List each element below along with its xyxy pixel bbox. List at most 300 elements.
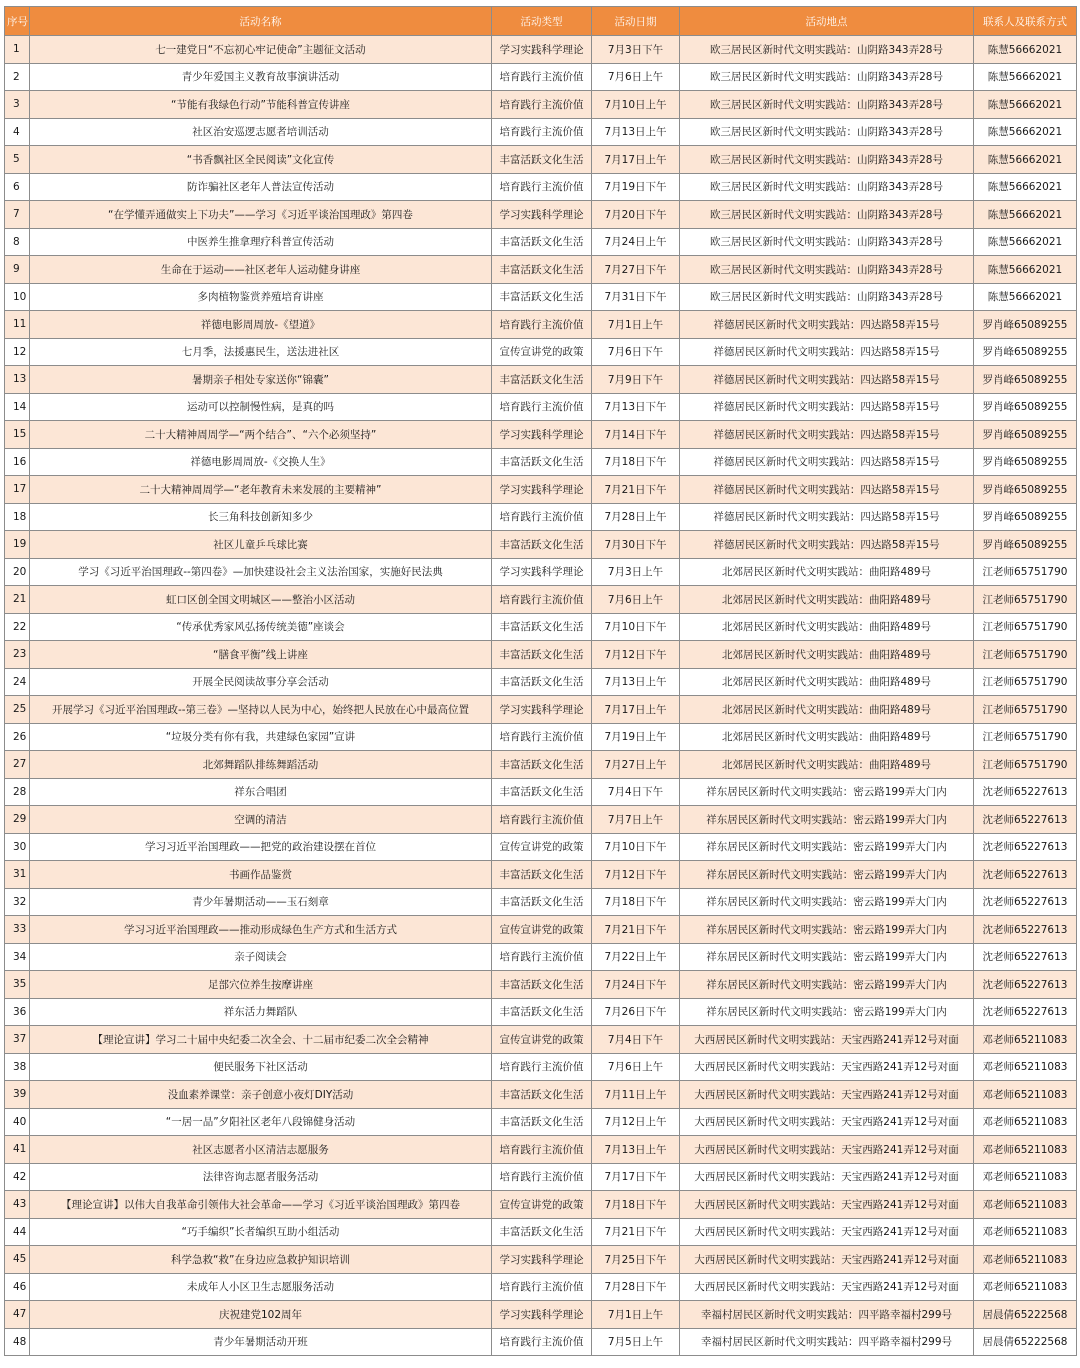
- row-index: 32: [5, 888, 30, 916]
- contact: 沈老师65227613: [974, 806, 1077, 834]
- row-index: 48: [5, 1328, 30, 1356]
- activity-date: 7月10日下午: [592, 833, 680, 861]
- activity-location: 欧三居民区新时代文明实践站：山阴路343弄28号: [680, 63, 974, 91]
- activity-location: 大西居民区新时代文明实践站：天宝西路241弄12号对面: [680, 1136, 974, 1164]
- table-row: [5, 613, 1077, 641]
- table-row: [5, 1328, 1077, 1356]
- row-index: 29: [5, 806, 30, 834]
- activity-date: 7月7日上午: [592, 806, 680, 834]
- activity-name: 开展学习《习近平治国理政--第三卷》—坚持以人民为中心，始终把人民放在心中最高位置: [30, 696, 492, 724]
- activity-type: 丰富活跃文化生活: [492, 146, 592, 174]
- contact: 居晨倩65222568: [974, 1328, 1077, 1356]
- activity-location: 大西居民区新时代文明实践站：天宝西路241弄12号对面: [680, 1081, 974, 1109]
- row-index: 3: [5, 91, 30, 119]
- activity-date: 7月25日下午: [592, 1246, 680, 1274]
- table-row: [5, 63, 1077, 91]
- activity-type: 丰富活跃文化生活: [492, 1108, 592, 1136]
- activity-name: 二十大精神周周学—“老年教育未来发展的主要精神”: [30, 476, 492, 504]
- activity-type: 学习实践科学理论: [492, 476, 592, 504]
- row-index: 8: [5, 228, 30, 256]
- activity-name: “膳食平衡”线上讲座: [30, 641, 492, 669]
- activity-name: 祥德电影周周放-《交换人生》: [30, 448, 492, 476]
- activity-date: 7月13日上午: [592, 668, 680, 696]
- table-row: [5, 146, 1077, 174]
- contact: 邓老师65211083: [974, 1108, 1077, 1136]
- activity-location: 祥东居民区新时代文明实践站：密云路199弄大门内: [680, 778, 974, 806]
- activity-name: 学习习近平治国理政——推动形成绿色生产方式和生活方式: [30, 916, 492, 944]
- activity-name: 祥德电影周周放-《望道》: [30, 311, 492, 339]
- contact: 罗肖峰65089255: [974, 531, 1077, 559]
- table-row: [5, 641, 1077, 669]
- activity-date: 7月6日上午: [592, 63, 680, 91]
- activity-name: 长三角科技创新知多少: [30, 503, 492, 531]
- row-index: 16: [5, 448, 30, 476]
- table-row: [5, 256, 1077, 284]
- row-index: 4: [5, 118, 30, 146]
- activity-type: 培育践行主流价值: [492, 1328, 592, 1356]
- row-index: 31: [5, 861, 30, 889]
- table-row: [5, 723, 1077, 751]
- activity-location: 祥东居民区新时代文明实践站：密云路199弄大门内: [680, 861, 974, 889]
- activity-type: 丰富活跃文化生活: [492, 366, 592, 394]
- activity-location: 祥东居民区新时代文明实践站：密云路199弄大门内: [680, 806, 974, 834]
- activity-name: 足部穴位养生按摩讲座: [30, 971, 492, 999]
- activity-type: 丰富活跃文化生活: [492, 668, 592, 696]
- activity-type: 丰富活跃文化生活: [492, 448, 592, 476]
- contact: 邓老师65211083: [974, 1081, 1077, 1109]
- row-index: 34: [5, 943, 30, 971]
- activity-date: 7月10日上午: [592, 91, 680, 119]
- row-index: 38: [5, 1053, 30, 1081]
- activity-type: 培育践行主流价值: [492, 586, 592, 614]
- contact: 罗肖峰65089255: [974, 476, 1077, 504]
- contact: 邓老师65211083: [974, 1246, 1077, 1274]
- activity-location: 祥德居民区新时代文明实践站：四达路58弄15号: [680, 366, 974, 394]
- table-row: [5, 36, 1077, 64]
- table-row: [5, 998, 1077, 1026]
- activity-type: 学习实践科学理论: [492, 1246, 592, 1274]
- activity-type: 培育践行主流价值: [492, 1273, 592, 1301]
- activity-location: 祥德居民区新时代文明实践站：四达路58弄15号: [680, 503, 974, 531]
- row-index: 27: [5, 751, 30, 779]
- contact: 邓老师65211083: [974, 1191, 1077, 1219]
- activity-date: 7月21日下午: [592, 1218, 680, 1246]
- activity-name: 祥东活力舞蹈队: [30, 998, 492, 1026]
- activity-location: 北郊居民区新时代文明实践站：曲阳路489号: [680, 613, 974, 641]
- activity-date: 7月26日下午: [592, 998, 680, 1026]
- activity-date: 7月13日下午: [592, 393, 680, 421]
- activity-type: 学习实践科学理论: [492, 558, 592, 586]
- activity-date: 7月9日下午: [592, 366, 680, 394]
- activity-type: 丰富活跃文化生活: [492, 971, 592, 999]
- activity-name: “一居一品”夕阳社区老年八段锦健身活动: [30, 1108, 492, 1136]
- activity-date: 7月17日上午: [592, 146, 680, 174]
- activity-name: 社区志愿者小区清洁志愿服务: [30, 1136, 492, 1164]
- row-index: 25: [5, 696, 30, 724]
- table-row: [5, 833, 1077, 861]
- activity-date: 7月19日上午: [592, 723, 680, 751]
- row-index: 35: [5, 971, 30, 999]
- activity-location: 祥德居民区新时代文明实践站：四达路58弄15号: [680, 338, 974, 366]
- table-row: [5, 1301, 1077, 1329]
- activity-name: 便民服务下社区活动: [30, 1053, 492, 1081]
- table-row: [5, 1191, 1077, 1219]
- table-row: [5, 1163, 1077, 1191]
- activity-type: 丰富活跃文化生活: [492, 751, 592, 779]
- activity-name: 空调的清洁: [30, 806, 492, 834]
- activity-type: 培育践行主流价值: [492, 173, 592, 201]
- activity-name: “垃圾分类有你有我，共建绿色家园”宣讲: [30, 723, 492, 751]
- contact: 陈慧56662021: [974, 36, 1077, 64]
- row-index: 15: [5, 421, 30, 449]
- table-row: [5, 393, 1077, 421]
- contact: 罗肖峰65089255: [974, 421, 1077, 449]
- table-row: [5, 118, 1077, 146]
- activity-name: 北郊舞蹈队排练舞蹈活动: [30, 751, 492, 779]
- activity-schedule: [4, 6, 1076, 1356]
- activity-type: 培育践行主流价值: [492, 1136, 592, 1164]
- table-row: [5, 696, 1077, 724]
- row-index: 43: [5, 1191, 30, 1219]
- contact: 沈老师65227613: [974, 916, 1077, 944]
- header-activity-date: 活动日期: [592, 7, 680, 36]
- activity-name: 青少年暑期活动——玉石刻章: [30, 888, 492, 916]
- activity-location: 祥东居民区新时代文明实践站：密云路199弄大门内: [680, 971, 974, 999]
- contact: 邓老师65211083: [974, 1136, 1077, 1164]
- activity-name: 七一建党日“不忘初心牢记使命”主题征文活动: [30, 36, 492, 64]
- activity-location: 北郊居民区新时代文明实践站：曲阳路489号: [680, 586, 974, 614]
- table-row: [5, 806, 1077, 834]
- activity-type: 宣传宣讲党的政策: [492, 1026, 592, 1054]
- activity-date: 7月28日上午: [592, 503, 680, 531]
- activity-type: 学习实践科学理论: [492, 696, 592, 724]
- contact: 江老师65751790: [974, 668, 1077, 696]
- table-row: [5, 1053, 1077, 1081]
- row-index: 6: [5, 173, 30, 201]
- activity-type: 培育践行主流价值: [492, 503, 592, 531]
- row-index: 39: [5, 1081, 30, 1109]
- activity-name: 防诈骗社区老年人普法宣传活动: [30, 173, 492, 201]
- activity-type: 培育践行主流价值: [492, 63, 592, 91]
- header-activity-name: 活动名称: [30, 7, 492, 36]
- activity-name: 书画作品鉴赏: [30, 861, 492, 889]
- activity-name: 青少年暑期活动开班: [30, 1328, 492, 1356]
- table-row: [5, 476, 1077, 504]
- activity-name: 庆祝建党102周年: [30, 1301, 492, 1329]
- activity-location: 欧三居民区新时代文明实践站：山阴路343弄28号: [680, 36, 974, 64]
- activity-date: 7月18日下午: [592, 448, 680, 476]
- activity-date: 7月12日上午: [592, 1108, 680, 1136]
- row-index: 36: [5, 998, 30, 1026]
- activity-type: 培育践行主流价值: [492, 393, 592, 421]
- table-body: [5, 36, 1077, 1356]
- activity-name: 多肉植物鉴赏养殖培育讲座: [30, 283, 492, 311]
- activity-type: 学习实践科学理论: [492, 36, 592, 64]
- activity-name: 七月季，法援惠民生，送法进社区: [30, 338, 492, 366]
- activity-type: 丰富活跃文化生活: [492, 778, 592, 806]
- activity-date: 7月4日下午: [592, 778, 680, 806]
- activity-name: 社区治安巡逻志愿者培训活动: [30, 118, 492, 146]
- contact: 沈老师65227613: [974, 888, 1077, 916]
- activity-date: 7月17日上午: [592, 696, 680, 724]
- activity-type: 丰富活跃文化生活: [492, 613, 592, 641]
- activity-name: “书香飘社区全民阅读”文化宣传: [30, 146, 492, 174]
- activity-location: 大西居民区新时代文明实践站：天宝西路241弄12号对面: [680, 1163, 974, 1191]
- activity-name: 科学急救“救”在身边应急救护知识培训: [30, 1246, 492, 1274]
- activity-location: 欧三居民区新时代文明实践站：山阴路343弄28号: [680, 91, 974, 119]
- table-row: [5, 778, 1077, 806]
- activity-date: 7月10日下午: [592, 613, 680, 641]
- row-index: 23: [5, 641, 30, 669]
- activity-date: 7月17日下午: [592, 1163, 680, 1191]
- contact: 邓老师65211083: [974, 1218, 1077, 1246]
- activity-type: 丰富活跃文化生活: [492, 256, 592, 284]
- contact: 陈慧56662021: [974, 228, 1077, 256]
- table-row: [5, 531, 1077, 559]
- activity-date: 7月4日下午: [592, 1026, 680, 1054]
- row-index: 46: [5, 1273, 30, 1301]
- activity-location: 欧三居民区新时代文明实践站：山阴路343弄28号: [680, 146, 974, 174]
- contact: 陈慧56662021: [974, 173, 1077, 201]
- row-index: 47: [5, 1301, 30, 1329]
- activity-location: 欧三居民区新时代文明实践站：山阴路343弄28号: [680, 228, 974, 256]
- contact: 陈慧56662021: [974, 256, 1077, 284]
- activity-date: 7月14日下午: [592, 421, 680, 449]
- activity-date: 7月21日下午: [592, 916, 680, 944]
- row-index: 18: [5, 503, 30, 531]
- activity-location: 祥德居民区新时代文明实践站：四达路58弄15号: [680, 393, 974, 421]
- activity-type: 丰富活跃文化生活: [492, 641, 592, 669]
- activity-date: 7月24日上午: [592, 228, 680, 256]
- activity-name: 中医养生推拿理疗科普宣传活动: [30, 228, 492, 256]
- table-row: [5, 201, 1077, 229]
- table-row: [5, 1081, 1077, 1109]
- activity-location: 大西居民区新时代文明实践站：天宝西路241弄12号对面: [680, 1191, 974, 1219]
- activity-location: 大西居民区新时代文明实践站：天宝西路241弄12号对面: [680, 1026, 974, 1054]
- activity-type: 丰富活跃文化生活: [492, 531, 592, 559]
- row-index: 9: [5, 256, 30, 284]
- contact: 陈慧56662021: [974, 91, 1077, 119]
- contact: 邓老师65211083: [974, 1273, 1077, 1301]
- table-row: [5, 916, 1077, 944]
- table-row: [5, 1026, 1077, 1054]
- contact: 江老师65751790: [974, 558, 1077, 586]
- activity-name: 青少年爱国主义教育故事演讲活动: [30, 63, 492, 91]
- activity-name: “节能有我绿色行动”节能科普宣传讲座: [30, 91, 492, 119]
- row-index: 21: [5, 586, 30, 614]
- activity-location: 大西居民区新时代文明实践站：天宝西路241弄12号对面: [680, 1218, 974, 1246]
- activity-date: 7月12日下午: [592, 861, 680, 889]
- row-index: 22: [5, 613, 30, 641]
- contact: 陈慧56662021: [974, 118, 1077, 146]
- row-index: 20: [5, 558, 30, 586]
- activity-type: 培育践行主流价值: [492, 311, 592, 339]
- table-row: [5, 1136, 1077, 1164]
- header-index: 序号: [5, 7, 30, 36]
- activity-date: 7月27日下午: [592, 256, 680, 284]
- activity-location: 欧三居民区新时代文明实践站：山阴路343弄28号: [680, 256, 974, 284]
- table-row: [5, 91, 1077, 119]
- activity-location: 北郊居民区新时代文明实践站：曲阳路489号: [680, 641, 974, 669]
- activity-name: 虹口区创全国文明城区——整治小区活动: [30, 586, 492, 614]
- table-row: [5, 861, 1077, 889]
- activity-type: 培育践行主流价值: [492, 1053, 592, 1081]
- activity-type: 宣传宣讲党的政策: [492, 916, 592, 944]
- table-row: [5, 421, 1077, 449]
- activity-date: 7月13日上午: [592, 118, 680, 146]
- activity-date: 7月20日下午: [592, 201, 680, 229]
- contact: 沈老师65227613: [974, 971, 1077, 999]
- row-index: 28: [5, 778, 30, 806]
- activity-type: 宣传宣讲党的政策: [492, 338, 592, 366]
- activity-location: 大西居民区新时代文明实践站：天宝西路241弄12号对面: [680, 1108, 974, 1136]
- contact: 陈慧56662021: [974, 201, 1077, 229]
- table-row: [5, 503, 1077, 531]
- activity-location: 欧三居民区新时代文明实践站：山阴路343弄28号: [680, 118, 974, 146]
- activity-date: 7月30日下午: [592, 531, 680, 559]
- activity-type: 丰富活跃文化生活: [492, 283, 592, 311]
- activity-location: 祥德居民区新时代文明实践站：四达路58弄15号: [680, 476, 974, 504]
- contact: 江老师65751790: [974, 751, 1077, 779]
- activity-date: 7月1日上午: [592, 311, 680, 339]
- activity-name: 法律咨询志愿者服务活动: [30, 1163, 492, 1191]
- activity-location: 祥东居民区新时代文明实践站：密云路199弄大门内: [680, 888, 974, 916]
- activity-name: 二十大精神周周学—“两个结合”、“六个必须坚持”: [30, 421, 492, 449]
- activity-name: “传承优秀家风弘扬传统美德”座谈会: [30, 613, 492, 641]
- activity-date: 7月11日上午: [592, 1081, 680, 1109]
- activity-location: 祥东居民区新时代文明实践站：密云路199弄大门内: [680, 943, 974, 971]
- table-header-row: [5, 7, 1077, 36]
- activity-date: 7月28日下午: [592, 1273, 680, 1301]
- activity-location: 欧三居民区新时代文明实践站：山阴路343弄28号: [680, 283, 974, 311]
- row-index: 17: [5, 476, 30, 504]
- contact: 沈老师65227613: [974, 943, 1077, 971]
- activity-date: 7月12日下午: [592, 641, 680, 669]
- table-row: [5, 448, 1077, 476]
- activity-location: 幸福村居民区新时代文明实践站：四平路幸福村299号: [680, 1328, 974, 1356]
- contact: 罗肖峰65089255: [974, 393, 1077, 421]
- activity-location: 大西居民区新时代文明实践站：天宝西路241弄12号对面: [680, 1273, 974, 1301]
- activity-location: 祥德居民区新时代文明实践站：四达路58弄15号: [680, 448, 974, 476]
- table-row: [5, 558, 1077, 586]
- row-index: 24: [5, 668, 30, 696]
- table-row: [5, 1108, 1077, 1136]
- activity-location: 北郊居民区新时代文明实践站：曲阳路489号: [680, 696, 974, 724]
- activity-type: 培育践行主流价值: [492, 118, 592, 146]
- activity-name: 没血素养课堂：亲子创意小夜灯DIY活动: [30, 1081, 492, 1109]
- activity-location: 祥东居民区新时代文明实践站：密云路199弄大门内: [680, 998, 974, 1026]
- activity-name: 社区儿童乒乓球比赛: [30, 531, 492, 559]
- activity-type: 丰富活跃文化生活: [492, 888, 592, 916]
- table-row: [5, 943, 1077, 971]
- header-contact: 联系人及联系方式: [974, 7, 1077, 36]
- row-index: 30: [5, 833, 30, 861]
- row-index: 19: [5, 531, 30, 559]
- activity-type: 丰富活跃文化生活: [492, 1218, 592, 1246]
- table-row: [5, 173, 1077, 201]
- activity-location: 北郊居民区新时代文明实践站：曲阳路489号: [680, 751, 974, 779]
- activity-date: 7月1日上午: [592, 1301, 680, 1329]
- activity-name: 暑期亲子相处专家送你“锦囊”: [30, 366, 492, 394]
- contact: 江老师65751790: [974, 641, 1077, 669]
- contact: 罗肖峰65089255: [974, 503, 1077, 531]
- activity-name: 亲子阅读会: [30, 943, 492, 971]
- activity-location: 大西居民区新时代文明实践站：天宝西路241弄12号对面: [680, 1246, 974, 1274]
- activity-date: 7月19日下午: [592, 173, 680, 201]
- activity-date: 7月27日上午: [592, 751, 680, 779]
- activity-name: 未成年人小区卫生志愿服务活动: [30, 1273, 492, 1301]
- activity-location: 北郊居民区新时代文明实践站：曲阳路489号: [680, 723, 974, 751]
- row-index: 7: [5, 201, 30, 229]
- activity-name: 学习《习近平治国理政--第四卷》—加快建设社会主义法治国家，实施好民法典: [30, 558, 492, 586]
- activity-name: “在学懂弄通做实上下功夫”——学习《习近平谈治国理政》第四卷: [30, 201, 492, 229]
- table-row: [5, 971, 1077, 999]
- contact: 陈慧56662021: [974, 283, 1077, 311]
- activity-date: 7月3日上午: [592, 558, 680, 586]
- table-row: [5, 1246, 1077, 1274]
- activity-date: 7月3日下午: [592, 36, 680, 64]
- activity-date: 7月31日下午: [592, 283, 680, 311]
- contact: 沈老师65227613: [974, 778, 1077, 806]
- activity-type: 丰富活跃文化生活: [492, 998, 592, 1026]
- activity-date: 7月18日下午: [592, 888, 680, 916]
- activity-table: [4, 6, 1077, 1356]
- table-row: [5, 586, 1077, 614]
- activity-location: 幸福村居民区新时代文明实践站：四平路幸福村299号: [680, 1301, 974, 1329]
- table-row: [5, 751, 1077, 779]
- activity-type: 宣传宣讲党的政策: [492, 1191, 592, 1219]
- activity-type: 丰富活跃文化生活: [492, 228, 592, 256]
- activity-type: 培育践行主流价值: [492, 723, 592, 751]
- contact: 邓老师65211083: [974, 1026, 1077, 1054]
- row-index: 37: [5, 1026, 30, 1054]
- row-index: 45: [5, 1246, 30, 1274]
- activity-location: 欧三居民区新时代文明实践站：山阴路343弄28号: [680, 201, 974, 229]
- row-index: 12: [5, 338, 30, 366]
- activity-date: 7月13日上午: [592, 1136, 680, 1164]
- activity-type: 培育践行主流价值: [492, 943, 592, 971]
- activity-location: 欧三居民区新时代文明实践站：山阴路343弄28号: [680, 173, 974, 201]
- contact: 沈老师65227613: [974, 861, 1077, 889]
- contact: 沈老师65227613: [974, 833, 1077, 861]
- activity-date: 7月21日下午: [592, 476, 680, 504]
- activity-location: 祥东居民区新时代文明实践站：密云路199弄大门内: [680, 916, 974, 944]
- contact: 陈慧56662021: [974, 63, 1077, 91]
- contact: 江老师65751790: [974, 723, 1077, 751]
- table-row: [5, 311, 1077, 339]
- row-index: 2: [5, 63, 30, 91]
- contact: 罗肖峰65089255: [974, 338, 1077, 366]
- activity-location: 北郊居民区新时代文明实践站：曲阳路489号: [680, 668, 974, 696]
- activity-date: 7月24日下午: [592, 971, 680, 999]
- contact: 邓老师65211083: [974, 1163, 1077, 1191]
- activity-name: 祥东合唱团: [30, 778, 492, 806]
- contact: 罗肖峰65089255: [974, 311, 1077, 339]
- contact: 江老师65751790: [974, 696, 1077, 724]
- row-index: 44: [5, 1218, 30, 1246]
- activity-type: 丰富活跃文化生活: [492, 1081, 592, 1109]
- activity-type: 学习实践科学理论: [492, 201, 592, 229]
- contact: 沈老师65227613: [974, 998, 1077, 1026]
- activity-type: 学习实践科学理论: [492, 421, 592, 449]
- table-row: [5, 888, 1077, 916]
- activity-type: 培育践行主流价值: [492, 806, 592, 834]
- row-index: 14: [5, 393, 30, 421]
- table-row: [5, 1273, 1077, 1301]
- row-index: 41: [5, 1136, 30, 1164]
- table-row: [5, 338, 1077, 366]
- contact: 罗肖峰65089255: [974, 366, 1077, 394]
